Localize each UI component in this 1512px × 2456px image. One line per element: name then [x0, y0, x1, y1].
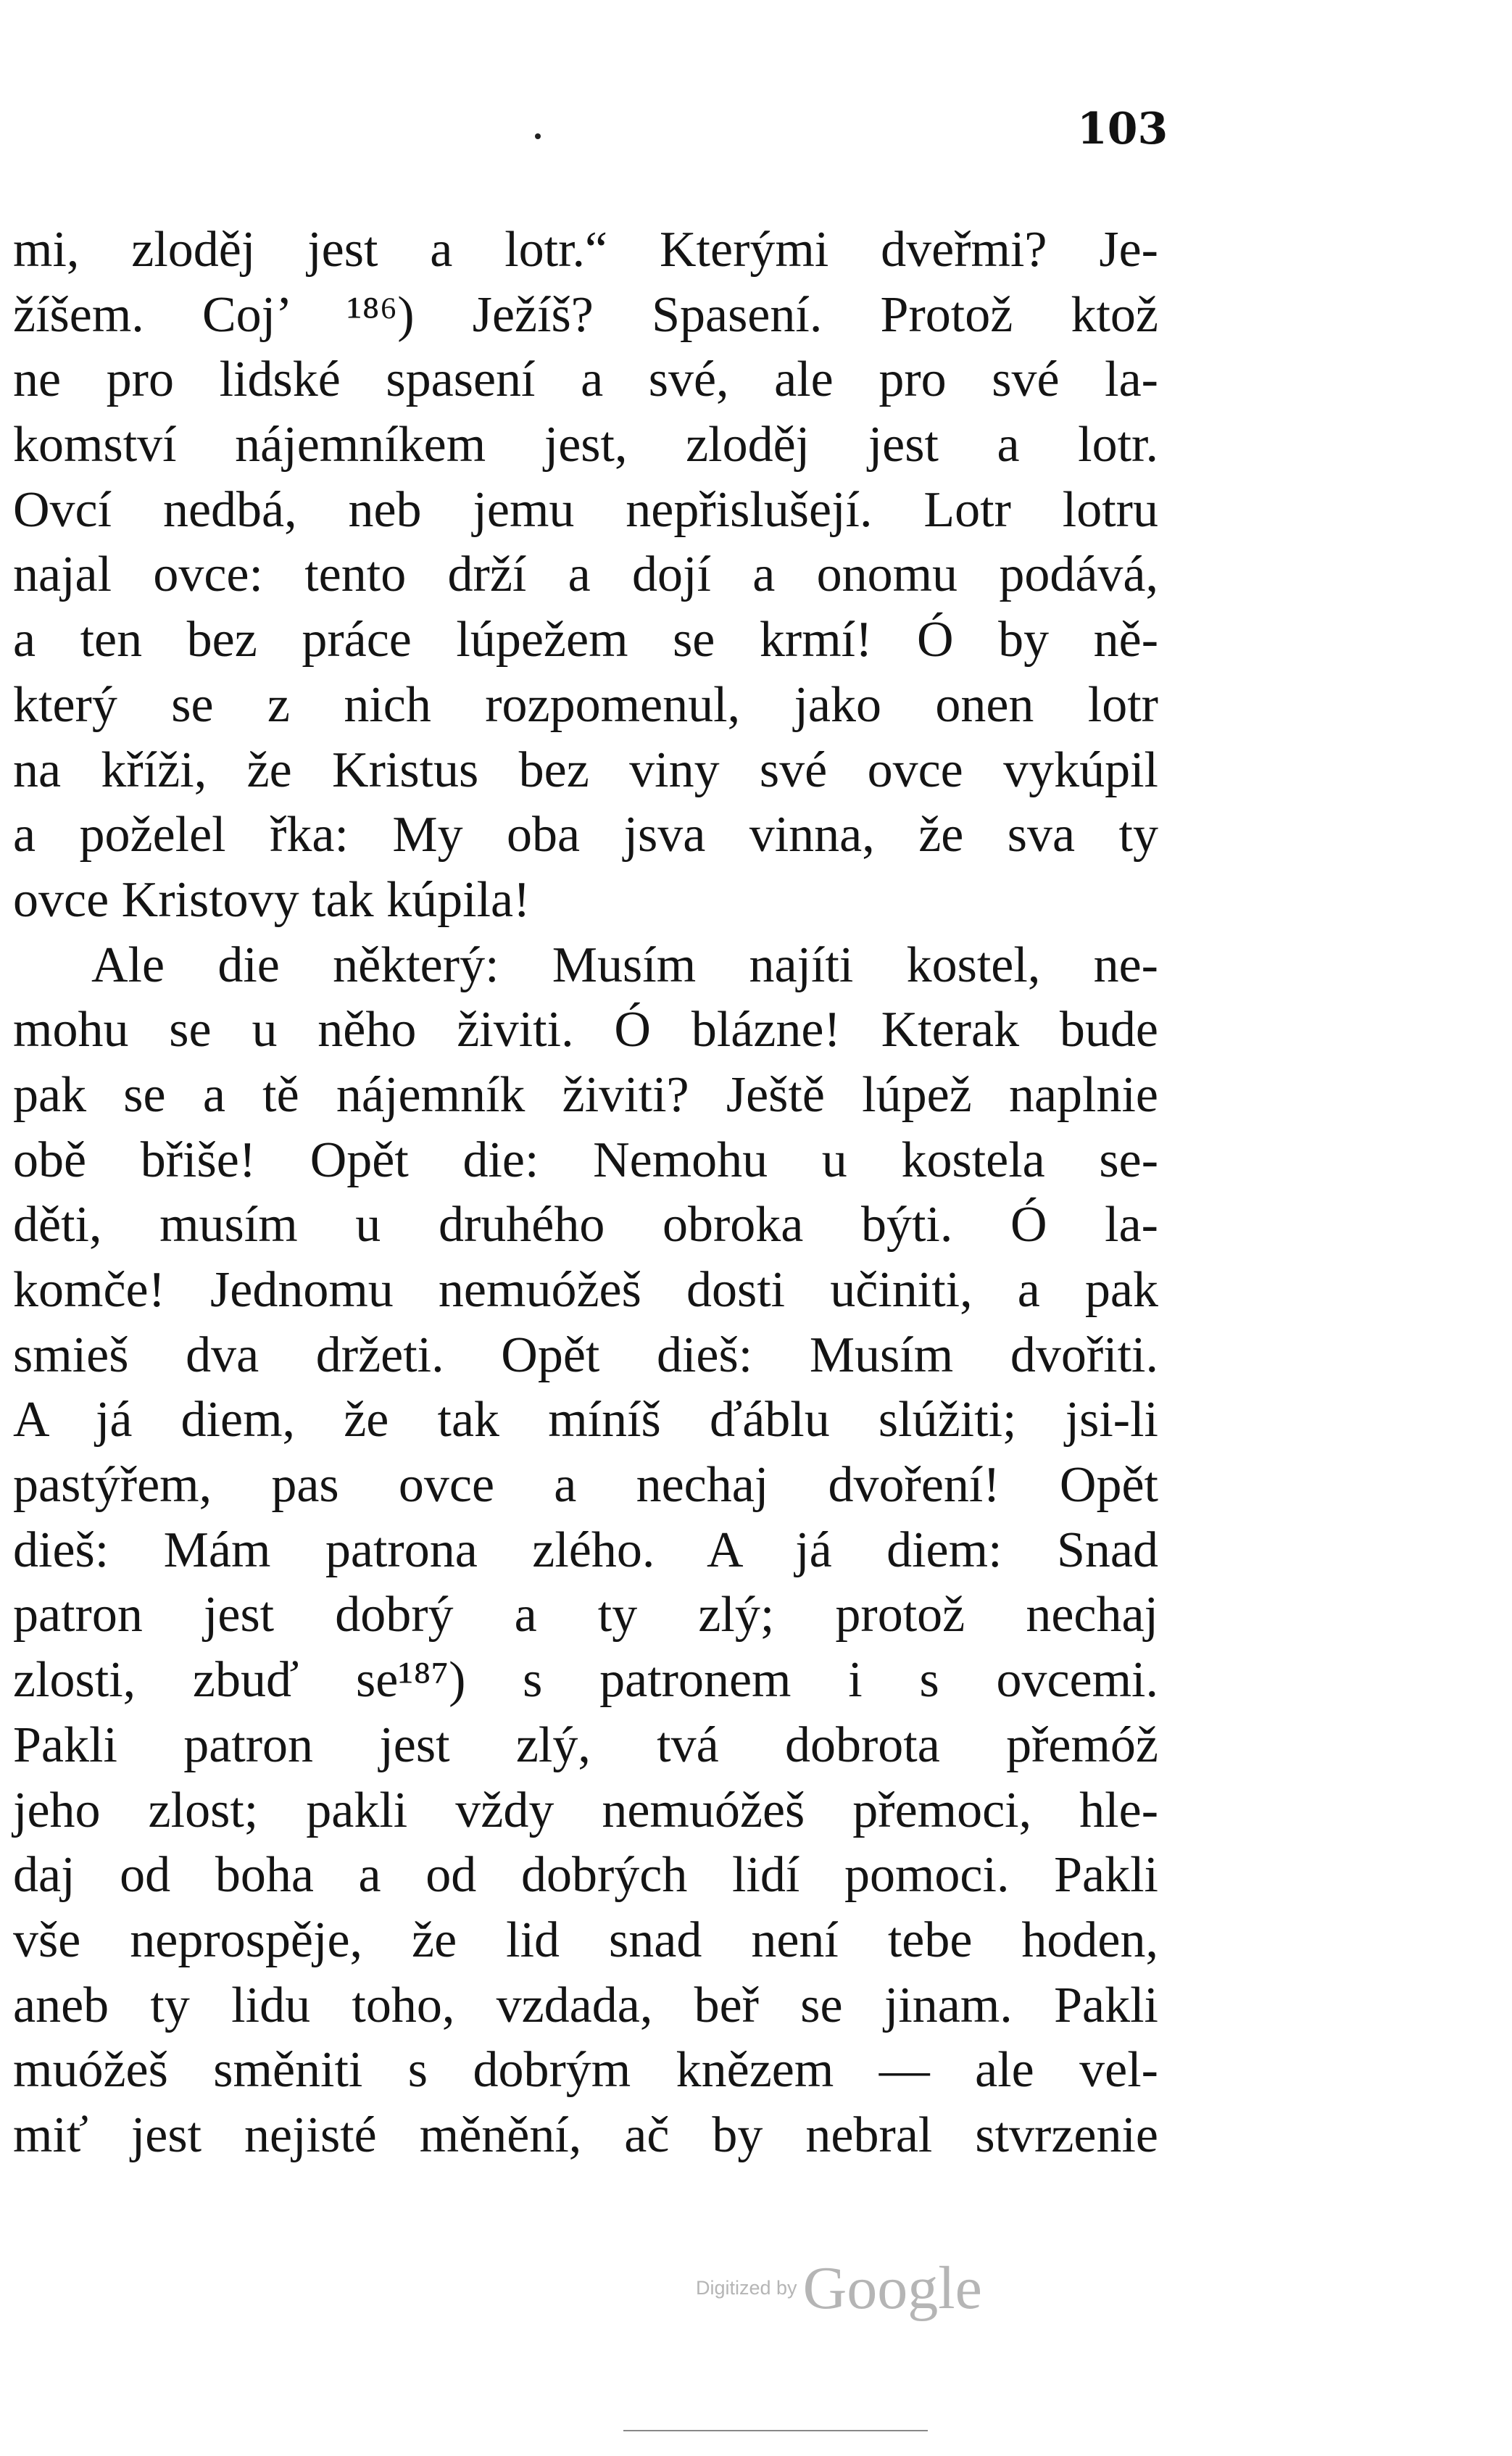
text-line: smieš dva držeti. Opět dieš: Musím dvořiti. — [13, 1327, 1158, 1383]
page-number: 103 — [1077, 104, 1168, 154]
text-line: děti, musím u druhého obroka býti. Ó la- — [13, 1197, 1158, 1253]
text-line: na kříži, že Kristus bez viny své ovce vykúpil — [13, 742, 1158, 798]
text-line: mohu se u něho živiti. Ó blázne! Kterak bude — [13, 1002, 1158, 1058]
text-line: ne pro lidské spasení a své, ale pro své la- — [13, 352, 1158, 408]
text-line: muóžeš směniti s dobrým knězem — ale vel- — [13, 2042, 1158, 2099]
text-line: Pakli patron jest zlý, tvá dobrota přemóž — [13, 1717, 1158, 1773]
text-line: miť jest nejisté měnění, ač by nebral stvrzenie — [13, 2107, 1158, 2163]
watermark-prefix: Digitized by — [696, 2277, 797, 2299]
text-line: A já diem, že tak míníš ďáblu slúžiti; jsi-li — [13, 1392, 1158, 1448]
text-line-paragraph-end: ovce Kristovy tak kúpila! — [13, 871, 531, 928]
google-logo: Google — [802, 2254, 982, 2322]
text-line: vše neprospěje, že lid snad není tebe hoden, — [13, 1912, 1158, 1968]
text-line-paragraph-start: Ale die některý: Musím najíti kostel, ne- — [91, 937, 1158, 993]
text-line: najal ovce: tento drží a dojí a onomu podává, — [13, 547, 1158, 603]
body-text — [13, 217, 1158, 2168]
text-line: komství nájemníkem jest, zloděj jest a lotr. — [13, 417, 1158, 473]
text-line: žíšem. Coj’ ¹⁸⁶) Ježíš? Spasení. Protož ktož — [13, 286, 1158, 343]
text-line: daj od boha a od dobrých lidí pomoci. Pakli — [13, 1847, 1158, 1904]
text-line: Ovcí nedbá, neb jemu nepřislušejí. Lotr lotru — [13, 481, 1158, 538]
bottom-rule — [623, 2430, 928, 2431]
digitized-watermark — [696, 2253, 982, 2323]
text-line: mi, zloděj jest a lotr.“ Kterými dveřmi? Je- — [13, 222, 1158, 278]
text-line: a ten bez práce lúpežem se krmí! Ó by ně- — [13, 612, 1158, 668]
text-line: obě břiše! Opět die: Nemohu u kostela se- — [13, 1132, 1158, 1188]
text-line: jeho zlost; pakli vždy nemuóžeš přemoci, hle- — [13, 1782, 1158, 1838]
text-line: komče! Jednomu nemuóžeš dosti učiniti, a pak — [13, 1262, 1158, 1318]
text-line: patron jest dobrý a ty zlý; protož nechaj — [13, 1587, 1158, 1643]
text-line: pastýřem, pas ovce a nechaj dvoření! Opět — [13, 1457, 1158, 1514]
text-line: dieš: Mám patrona zlého. A já diem: Snad — [13, 1522, 1158, 1578]
text-line: a poželel řka: My oba jsva vinna, že sva ty — [13, 807, 1158, 863]
text-line: aneb ty lidu toho, vzdada, beř se jinam. Pakli — [13, 1977, 1158, 2033]
text-line: zlosti, zbuď se¹⁸⁷) s patronem i s ovcemi. — [13, 1652, 1158, 1709]
text-line: pak se a tě nájemník živiti? Ještě lúpež naplnie — [13, 1066, 1158, 1123]
text-line: který se z nich rozpomenul, jako onen lotr — [13, 676, 1158, 733]
stray-dot-mark — [535, 133, 541, 139]
